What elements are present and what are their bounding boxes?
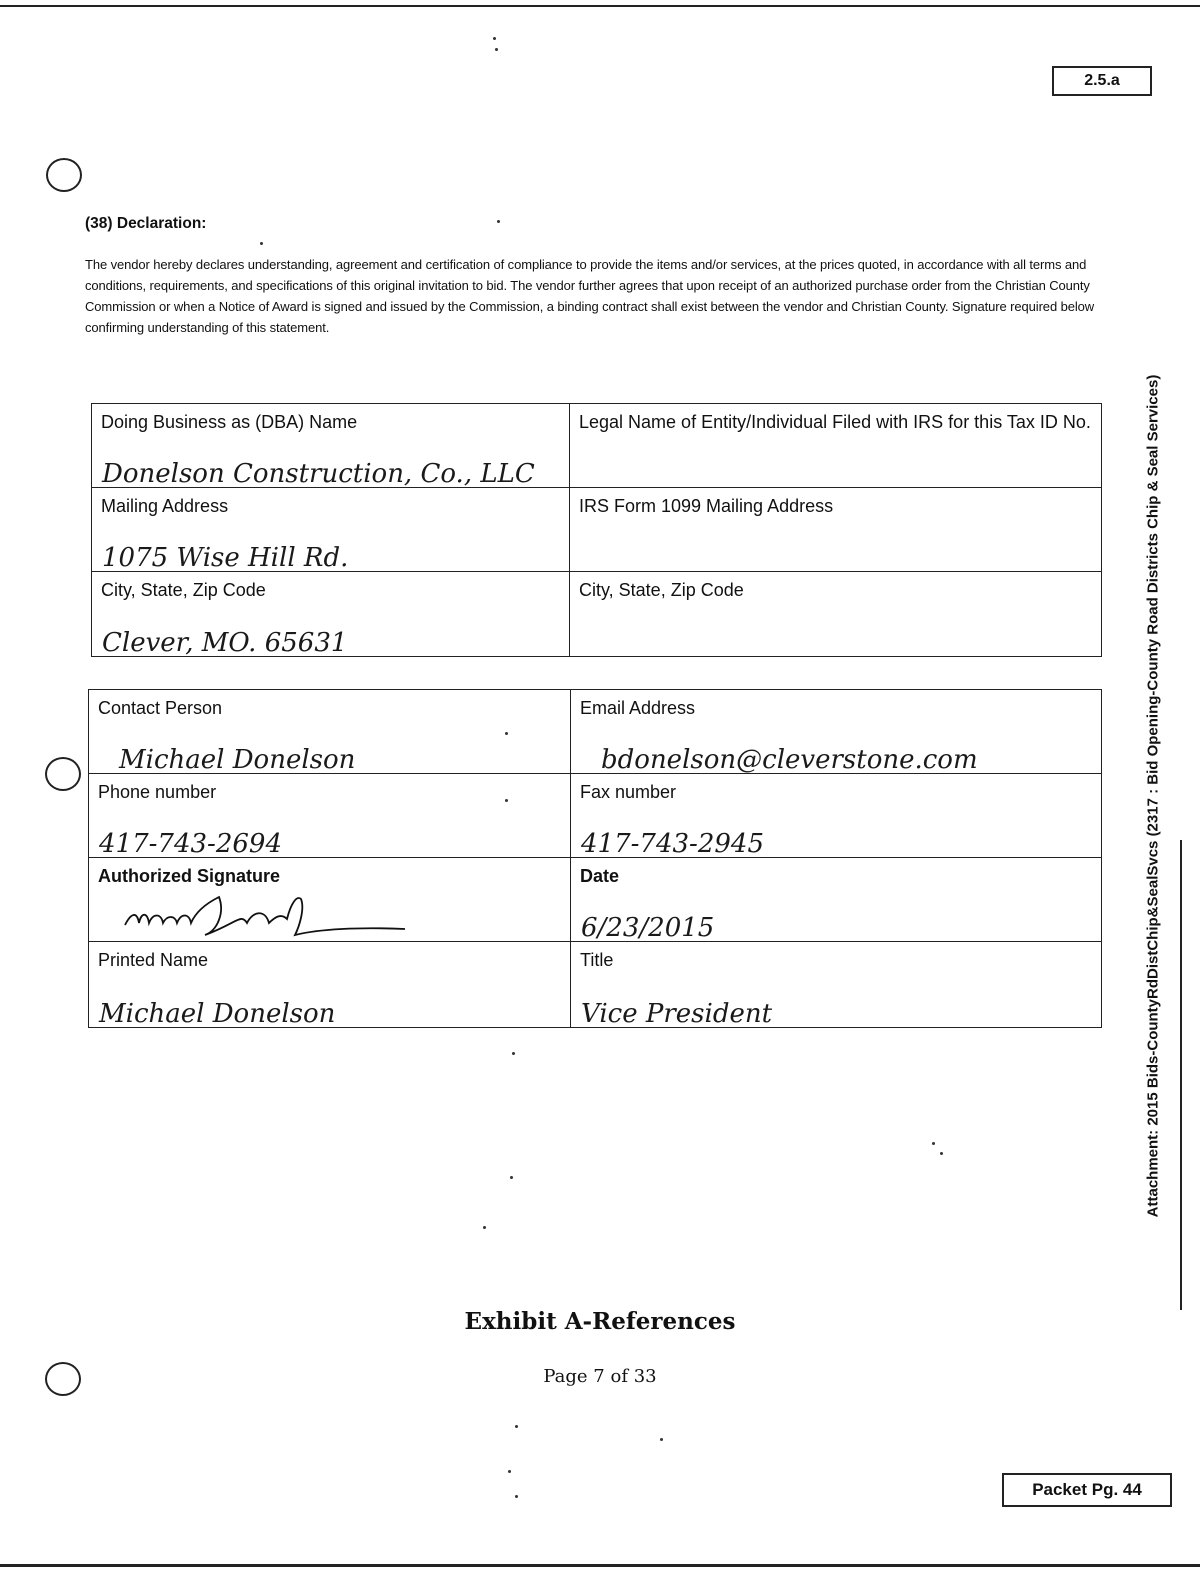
page-number: Page 7 of 33: [543, 1366, 657, 1387]
city-state-zip-label: City, State, Zip Code: [101, 580, 266, 600]
fax-number-cell: [571, 774, 1102, 858]
contact-person-value: Michael Donelson: [119, 745, 356, 775]
printed-name-cell: [89, 942, 571, 1028]
phone-number-label: Phone number: [98, 782, 217, 802]
scan-speck: [495, 48, 498, 51]
dba-name-cell: [92, 404, 570, 488]
phone-number-cell: [89, 774, 571, 858]
top-border-line: [0, 5, 1200, 7]
date-cell: [571, 858, 1102, 942]
city-state-zip-value: Clever, MO. 65631: [102, 628, 348, 658]
phone-number-value: 417-743-2694: [99, 829, 282, 859]
punch-hole-middle: [45, 757, 81, 791]
contact-info-table: [88, 689, 1102, 1028]
scan-speck: [510, 1176, 513, 1179]
scan-speck: [515, 1425, 518, 1428]
authorized-signature-label: Authorized Signature: [98, 866, 281, 886]
date-value: 6/23/2015: [581, 913, 715, 943]
irs-mailing-address-cell: [570, 488, 1102, 572]
printed-name-label: Printed Name: [98, 950, 209, 970]
mailing-address-label: Mailing Address: [101, 496, 229, 516]
scan-speck: [483, 1226, 486, 1229]
declaration-text: The vendor hereby declares understanding, agreement and certification of compliance to provide the items and/or services, at the prices quoted, in accordance with all terms and conditions, requirements, and specifications of this original invitation to bid. The vendor further agrees that upon receipt of an authorized purchase order from the Christian County Commission or when a Notice of Award is signed and issued by the Commission, a binding contract shall exist between the vendor and Christian County. Signature required below confirming understanding of this statement.: [85, 257, 1095, 335]
mailing-address-cell: [92, 488, 570, 572]
authorized-signature-cell: [89, 858, 571, 942]
page-tag-box: 2.5.a: [1052, 66, 1152, 96]
email-address-label: Email Address: [580, 698, 696, 718]
scan-speck: [932, 1142, 935, 1145]
title-label: Title: [580, 950, 614, 970]
printed-name-value: Michael Donelson: [99, 999, 336, 1029]
side-rule-line: [1180, 840, 1182, 1310]
punch-hole-top: [46, 158, 82, 192]
fax-number-label: Fax number: [580, 782, 677, 802]
vendor-info-table: [91, 403, 1102, 657]
title-value: Vice President: [581, 999, 773, 1029]
email-address-cell: [571, 690, 1102, 774]
dba-name-value: Donelson Construction, Co., LLC: [102, 459, 535, 489]
packet-page-box: Packet Pg. 44: [1002, 1473, 1172, 1507]
attachment-side-label: Attachment: 2015 Bids-CountyRdDistChip&SealSvcs (2317 : Bid Opening-County Road Districts Chip & Seal Services): [1144, 374, 1162, 1218]
irs-city-state-zip-label: City, State, Zip Code: [579, 580, 744, 600]
mailing-address-value: 1075 Wise Hill Rd.: [102, 543, 349, 573]
scan-speck: [512, 1052, 515, 1055]
legal-name-cell: [570, 404, 1102, 488]
exhibit-title: Exhibit A-References: [464, 1308, 736, 1335]
fax-number-value: 417-743-2945: [581, 829, 764, 859]
bottom-border-line: [0, 1564, 1200, 1567]
irs-mailing-address-label: IRS Form 1099 Mailing Address: [579, 496, 834, 516]
scan-speck: [940, 1152, 943, 1155]
city-state-zip-cell: [92, 572, 570, 657]
date-label: Date: [580, 866, 620, 886]
dba-name-label: Doing Business as (DBA) Name: [101, 412, 358, 432]
contact-person-label: Contact Person: [98, 698, 223, 718]
scan-speck: [515, 1495, 518, 1498]
authorized-signature-scribble: [119, 883, 409, 939]
scan-speck: [660, 1438, 663, 1441]
scan-speck: [493, 37, 496, 40]
scan-speck: [497, 220, 500, 223]
declaration-heading: (38) Declaration:: [85, 215, 207, 232]
email-address-value: bdonelson@cleverstone.com: [601, 745, 978, 775]
title-cell: [571, 942, 1102, 1028]
scan-speck: [260, 242, 263, 245]
legal-name-label: Legal Name of Entity/Individual Filed with IRS for this Tax ID No.: [579, 412, 1091, 432]
scan-speck: [508, 1470, 511, 1473]
contact-person-cell: [89, 690, 571, 774]
irs-city-state-zip-cell: [570, 572, 1102, 657]
